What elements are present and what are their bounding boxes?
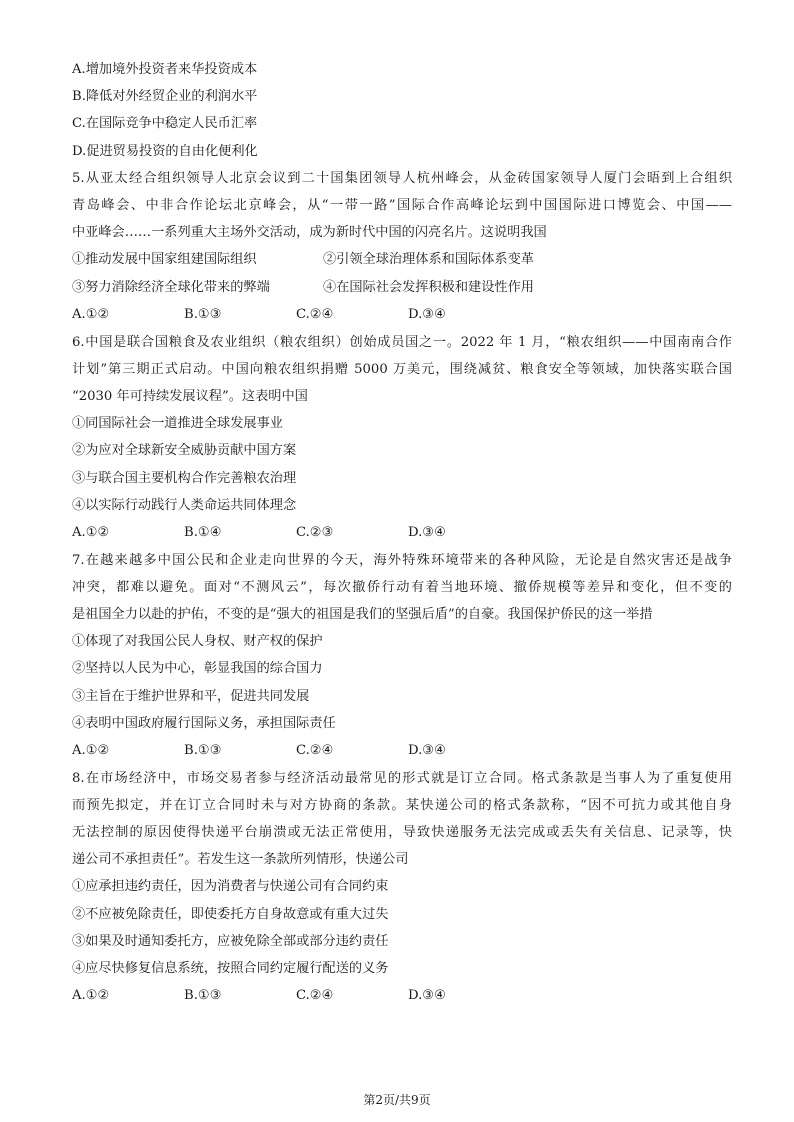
q8-statement-2: ②不应被免除责任，即使委托方自身故意或有重大过失 — [72, 907, 389, 922]
q7-statement-4: ④表明中国政府履行国际义务，承担国际责任 — [72, 716, 336, 731]
q5-stem-line-3: 中亚峰会……一系列重大主场外交活动，成为新时代中国的闪亮名片。这说明我国 — [72, 225, 547, 240]
q6-stem-line-2: 计划”第三期正式启动。中国向粮农组织捐赠 5000 万美元，围绕减贫、粮食安全等领域，加快落实联合国 — [72, 362, 732, 377]
q6-choices — [72, 524, 572, 542]
q6-statement-4: ④以实际行动践行人类命运共同体理念 — [72, 498, 297, 513]
q7-statement-1: ①体现了对我国公民人身权、财产权的保护 — [72, 634, 323, 649]
q4-option-a: A.增加境外投资者来华投资成本 — [72, 62, 258, 77]
q5-statement-2: ②引领全球治理体系和国际体系变革 — [323, 252, 534, 267]
q4-option-d: D.促进贸易投资的自由化便利化 — [72, 144, 258, 159]
q8-statement-3: ③如果及时通知委托方，应被免除全部或部分违约责任 — [72, 934, 389, 949]
q7-statement-3: ③主旨在于维护世界和平，促进共同发展 — [72, 689, 310, 704]
q5-stem-line-2: 青岛峰会、中非合作论坛北京峰会，从“一带一路”国际合作高峰论坛到中国国际进口博览会、中国—— — [72, 198, 732, 213]
q6-choice-a: A.①② — [72, 525, 110, 540]
page-number-footer: 第2页/共9页 — [363, 1093, 431, 1107]
q5-choice-d: D.③④ — [408, 307, 446, 322]
q8-choices — [72, 987, 572, 1005]
q6-choice-b: B.①④ — [184, 525, 222, 540]
q5-statement-4: ④在国际社会发挥积极和建设性作用 — [323, 280, 534, 295]
q8-statement-4: ④应尽快修复信息系统，按照合同约定履行配送的义务 — [72, 961, 389, 976]
q5-choice-c: C.②④ — [296, 307, 334, 322]
q7-stem-line-1: 7.在越来越多中国公民和企业走向世界的今天，海外特殊环境带来的各种风险，无论是自然灾害还是战争 — [72, 553, 732, 568]
q5-choices — [72, 306, 572, 324]
q6-statement-3: ③与联合国主要机构合作完善粮农治理 — [72, 471, 297, 486]
q5-statement-1: ①推动发展中国家组建国际组织 — [72, 252, 257, 267]
q5-statement-3: ③努力消除经济全球化带来的弊端 — [72, 280, 270, 295]
q8-stem-line-1: 8.在市场经济中，市场交易者参与经济活动最常见的形式就是订立合同。格式条款是当事人为了重复使用 — [72, 771, 732, 786]
q4-option-b: B.降低对外经贸企业的利润水平 — [72, 89, 258, 104]
q7-choice-b: B.①③ — [184, 743, 222, 758]
q5-statements-row-2 — [72, 279, 572, 297]
q6-stem-line-1: 6.中国是联合国粮食及农业组织（粮农组织）创始成员国之一。2022 年 1 月，“粮农组织——中国南南合作 — [72, 335, 732, 350]
q6-statement-2: ②为应对全球新安全威胁贡献中国方案 — [72, 443, 297, 458]
q8-choice-d: D.③④ — [408, 988, 446, 1003]
q5-stem-line-1: 5.从亚太经合组织领导人北京会议到二十国集团领导人杭州峰会，从金砖国家领导人厦门会晤到上合组织 — [72, 171, 732, 186]
q7-choice-a: A.①② — [72, 743, 110, 758]
q8-choice-c: C.②④ — [296, 988, 334, 1003]
q5-statements-row-1 — [72, 251, 572, 269]
q7-stem-line-2: 冲突，都难以避免。面对“不测风云”，每次撤侨行动有着当地环境、撤侨规模等差异和变化，但不变的 — [72, 580, 732, 595]
q7-choice-d: D.③④ — [408, 743, 446, 758]
q6-stem-line-3: “2030 年可持续发展议程”。这表明中国 — [72, 389, 308, 404]
q6-choice-d: D.③④ — [408, 525, 446, 540]
q7-choice-c: C.②④ — [296, 743, 334, 758]
q8-statement-1: ①应承担违约责任，因为消费者与快递公司有合同约束 — [72, 879, 389, 894]
q8-stem-line-4: 递公司不承担责任”。若发生这一条款所列情形，快递公司 — [72, 852, 409, 867]
q8-choice-a: A.①② — [72, 988, 110, 1003]
q8-stem-line-3: 无法控制的原因使得快递平台崩溃或无法正常使用，导致快递服务无法完成或丢失有关信息、记录等，快 — [72, 825, 732, 840]
q7-statement-2: ②坚持以人民为中心，彰显我国的综合国力 — [72, 661, 323, 676]
q7-stem-line-3: 是祖国全力以赴的护佑，不变的是“强大的祖国是我们的坚强后盾”的自豪。我国保护侨民的这一举措 — [72, 607, 653, 622]
q7-choices — [72, 742, 572, 760]
q5-choice-a: A.①② — [72, 307, 110, 322]
q8-choice-b: B.①③ — [184, 988, 222, 1003]
q5-choice-b: B.①③ — [184, 307, 222, 322]
q6-choice-c: C.②③ — [296, 525, 334, 540]
q4-option-c: C.在国际竞争中稳定人民币汇率 — [72, 116, 258, 131]
q8-stem-line-2: 而预先拟定，并在订立合同时未与对方协商的条款。某快递公司的格式条款称，“因不可抗力或其他自身 — [72, 798, 732, 813]
q6-statement-1: ①同国际社会一道推进全球发展事业 — [72, 416, 283, 431]
